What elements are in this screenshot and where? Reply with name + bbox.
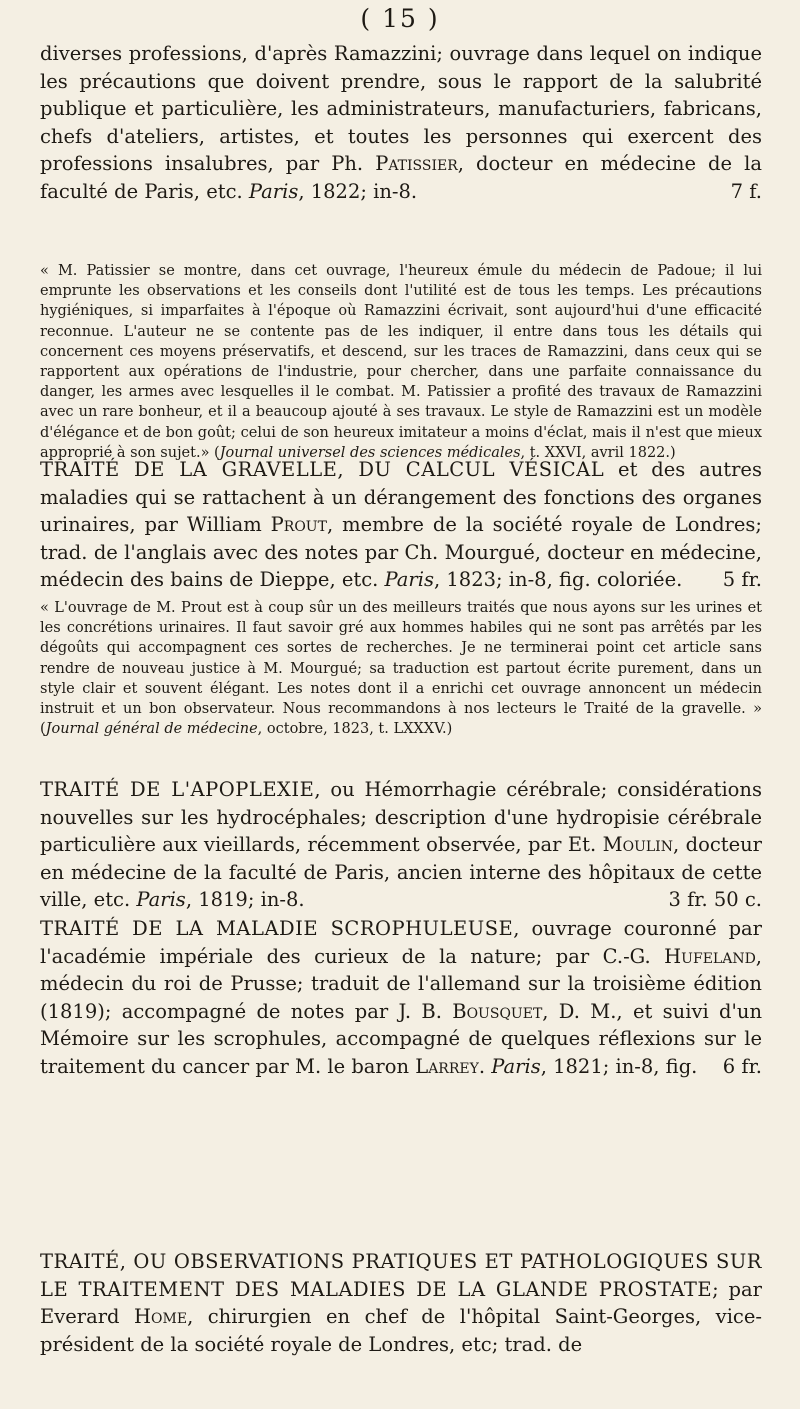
imprint-place: Paris — [136, 888, 186, 911]
price: 3 fr. 50 c. — [668, 888, 762, 911]
author-name: Prout — [270, 513, 327, 536]
imprint: , 1823; in-8, fig. coloriée. — [433, 568, 683, 591]
author-name: Larrey — [415, 1054, 479, 1078]
entry-rest: , médecin du roi de Prusse; traduit de l'allemand sur la troisième édition (1819); accompagné de notes par J. B. — [40, 944, 762, 1023]
review-text: « M. Patissier se montre, dans cet ouvrage, l'heureux émule du médecin de Padoue; il lui emprunte les observations et les conseils dont l'utilité est de tous les temps. Les précautions hygiéniques, si imparfaites à l'époque où Ramazzini écrivait, sont aujourd'hui d'une efficacité reconnue. L'auteur ne se contente pas de les indiquer, il entre dans tous les détails qui concernent ces moyens préservatifs, et descend, sur les traces de Ramazzini, dans ceux qui se rapportent aux opérations de l'industrie, pour chercher, dans une parfaite connaissance du danger, les armes avec lesquelles il le combat. M. Patissier a profité des travaux de Ramazzini avec un rare bonheur, et il a beaucoup ajouté à ses travaux. Le style de Ramazzini est un modèle d'élégance et de bon goût; celui de son heureux imitateur a moins d'éclat, mais il n'est que mieux approprié à son sujet.» ( — [40, 263, 762, 461]
price: 7 f. — [730, 179, 762, 203]
author-name: Bousquet — [452, 999, 543, 1023]
review-text: « L'ouvrage de M. Prout est à coup sûr un des meilleurs traités que nous ayons sur les urines et les concrétions urinaires. Il faut savoir gré aux hommes habiles qui ne sont pas arrêtés par les dégoûts qui accompagnent ces sortes de recherches. Je ne terminerai point cet article sans rendre de nouveau justice à M. Mourgué; sa traduction est partout écrite purement, dans un style clair et souvent élégant. Les notes dont il a enrichi cet ouvrage annoncent un médecin instruit et un bon observateur. Nous recommandons à nos lecteurs le Traité de la gravelle. » ( — [40, 600, 762, 738]
author-name: Patissier — [375, 152, 458, 175]
review-patissier — [40, 261, 762, 463]
review-tail: , octobre, 1823, t. LXXXV.) — [257, 721, 453, 738]
imprint: , 1821; in-8, fig. — [540, 1054, 698, 1078]
price: 5 fr. — [722, 568, 762, 591]
imprint: , 1819; in-8. — [185, 888, 305, 911]
entry-title: TRAITÉ DE LA MALADIE SCROPHULEUSE — [40, 917, 514, 940]
entry-prout — [40, 456, 762, 594]
review-source: Journal universel des sciences médicales — [219, 444, 521, 461]
entry-rest: , docteur en médecine de la faculté de Paris, ancien interne des hôpitaux de cette ville, etc. — [40, 833, 762, 911]
review-tail: , t. XXVI, avril 1822.) — [520, 444, 676, 461]
entry-title: TRAITÉ DE LA GRAVELLE, DU CALCUL VÉSICAL — [40, 458, 605, 481]
entry-body: , ouvrage couronné par l'académie impériale des curieux de la nature; par C.-G. — [40, 917, 763, 968]
entry-body: , ou Hémorrhagie cérébrale; considérations nouvelles sur les hydrocéphales; description d'une hydropisie cérébrale particulière aux vieillards, récemment observée, par Et. — [40, 778, 762, 856]
entry-moulin — [40, 776, 762, 914]
entry-rest: , chirurgien en chef de l'hôpital Saint-Georges, vice-président de la société royale de Londres, etc; trad. de — [40, 1305, 762, 1356]
imprint-place: Paris — [384, 568, 434, 591]
page-number: ( 15 ) — [360, 4, 440, 33]
entry-body: et des autres maladies qui se rattachent à un dérangement des fonctions des organes urinaires, par William — [40, 458, 762, 536]
imprint-place: Paris — [491, 1054, 541, 1078]
entry-home — [40, 1248, 762, 1358]
entry-rest: , membre de la société royale de Londres; trad. de l'anglais avec des notes par Ch. Mourgué, docteur en médecine, médecin des bains de Dieppe, etc. — [40, 513, 762, 591]
entry-body: ; par Everard — [40, 1277, 762, 1328]
entry-body: diverses professions, d'après Ramazzini; ouvrage dans lequel on indique les précautions que doivent prendre, sous le rapport de la salubrité publique et particulière, les administrateurs, manufacturiers, fabricans, chefs d'ateliers, artistes, et toutes les personnes qui exercent des professions insalubres, par Ph. — [40, 42, 762, 175]
price: 6 fr. — [722, 1054, 762, 1078]
entry-rest: , D. M., et suivi d'un Mémoire sur les scrophules, accompagné de quelques réflexions sur le traitement du cancer par M. le baron — [40, 999, 762, 1078]
review-source: Journal général de médecine — [45, 721, 258, 738]
entry-patissier — [40, 40, 762, 205]
entry-hufeland: TRAITÉ DE LA MALADIE SCROPHULEUSE, ouvrage couronné par l'académie impériale des curieux de la nature; par C.-G. Hufeland, médecin du roi de Prusse; traduit de l'allemand sur la troisième édition (1819); accompagné de notes par J. B. Bousquet, D. M., et suivi d'un Mémoire sur les scrophules, accompagné de quelques réflexions sur le traitement du cancer par M. le baron Larrey. Paris, 1821; in-8, fig. 6 fr. — [40, 915, 762, 1080]
author-name: Home — [134, 1305, 188, 1328]
author-name: Moulin — [602, 833, 673, 856]
author-name: Hufeland — [664, 944, 756, 968]
entry-title: TRAITÉ DE L'APOPLEXIE — [40, 778, 315, 801]
entry-title: TRAITÉ, OU OBSERVATIONS PRATIQUES ET PATHOLOGIQUES SUR LE TRAITEMENT DES MALADIES DE LA GLANDE PROSTATE — [40, 1250, 762, 1301]
imprint: , 1822; in-8. — [298, 179, 418, 203]
review-prout — [40, 598, 762, 739]
entry-rest: , docteur en médecine de la faculté de Paris, etc. — [40, 152, 762, 203]
imprint-place: Paris — [248, 179, 299, 203]
